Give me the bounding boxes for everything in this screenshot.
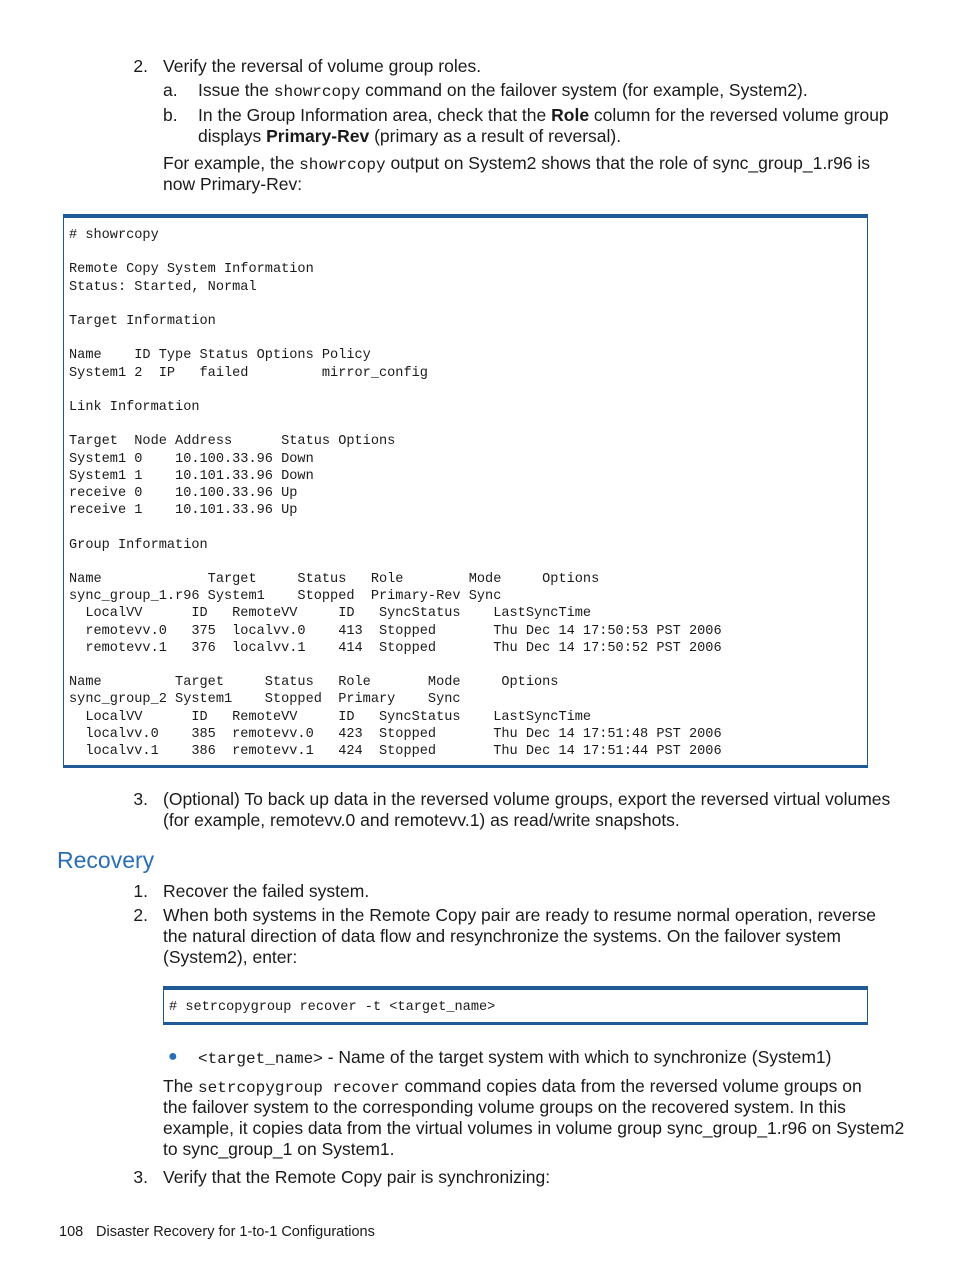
code-content: # setrcopygroup recover -t <target_name> [169, 1000, 496, 1015]
step-number: 2. [133, 56, 148, 76]
text: - Name of the target system with which to synchronize (System1) [322, 1047, 832, 1067]
bullet-icon: ● [168, 1048, 178, 1065]
text: For example, the [163, 153, 300, 173]
code-content: # showrcopy Remote Copy System Information Status: Started, Normal Target Information Name ID Type Status Options Policy System1 2 IP failed mirror_config Link Information Target Node Address Status Options System1 0 10.100.33.96 Down System1 1 10.101.33.96 Down receive 0 10.100.33.96 Up receive 1 10.101.33.96 Up Group Information Name Target Status Role Mode Options sync_group_1.r96 System1 Stopped Primary-Rev Sync LocalVV ID RemoteVV ID SyncStatus LastSyncTime remotevv.0 375 localvv.0 413 Stopped Thu Dec 14 17:50:53 PST 2006 remotevv.1 376 localvv.1 414 Stopped Thu Dec 14 17:50:52 PST 2006 Name Target Status Role Mode Options sync_group_2 System1 Stopped Primary Sync LocalVV ID RemoteVV ID SyncStatus LastSyncTime localvv.0 385 remotevv.0 423 Stopped Thu Dec 14 17:51:48 PST 2006 localvv.1 386 remotevv.1 424 Stopped Thu Dec 14 17:51:44 PST 2006 [69, 228, 722, 760]
parameter: <target_name> [198, 1050, 323, 1068]
text: command on the failover system (for example, System2). [360, 80, 808, 100]
step-number: 3. [133, 789, 148, 809]
text: column for the reversed volume group [589, 105, 889, 125]
step-text: (Optional) To back up data in the reversed volume groups, export the reversed virtual volumes [163, 789, 891, 809]
text: output on System2 shows that the role of sync_group_1.r96 is [385, 153, 871, 173]
step-text: the natural direction of data flow and resynchronize the systems. On the failover system [163, 926, 841, 946]
substep-b-line2 [198, 126, 621, 147]
text: In the Group Information area, check that the [198, 105, 552, 125]
step-text: Verify that the Remote Copy pair is synchronizing: [163, 1167, 551, 1187]
substep-label: a. [163, 80, 178, 100]
text: (primary as a result of reversal). [369, 126, 622, 146]
code-block-showrcopy [63, 214, 868, 768]
text: command copies data from the reversed volume groups on [399, 1076, 862, 1096]
step-text: (for example, remotevv.0 and remotevv.1) as read/write snapshots. [163, 810, 680, 830]
bold-term: Role [551, 105, 590, 125]
bullet-item [198, 1047, 831, 1070]
text: The [163, 1076, 199, 1096]
substep-b-line1 [198, 105, 889, 126]
bold-term: Primary-Rev [266, 126, 370, 146]
para-line1 [163, 1076, 862, 1099]
code-block-setrcopygroup [163, 986, 868, 1025]
example-line2: now Primary-Rev: [163, 174, 303, 194]
para-line: to sync_group_1 on System1. [163, 1139, 395, 1159]
substep-a [198, 80, 808, 103]
para-line: example, it copies data from the virtual volumes in volume group sync_group_1.r96 on System2 [163, 1118, 905, 1138]
example-line1 [163, 153, 870, 176]
step-number: 2. [133, 905, 148, 925]
step-number: 1. [133, 881, 148, 901]
step-text: (System2), enter: [163, 947, 298, 967]
para-line: the failover system to the corresponding volume groups on the recovered system. In this [163, 1097, 846, 1117]
text: displays [198, 126, 267, 146]
text: Issue the [198, 80, 274, 100]
page-number: 108 [59, 1224, 84, 1240]
command: showrcopy [299, 156, 386, 174]
step-number: 3. [133, 1167, 148, 1187]
step-text: Verify the reversal of volume group roles. [163, 56, 482, 76]
substep-label: b. [163, 105, 178, 125]
section-heading-recovery: Recovery [57, 847, 155, 873]
step-text: When both systems in the Remote Copy pair are ready to resume normal operation, reverse [163, 905, 876, 925]
footer-title: Disaster Recovery for 1-to-1 Configurations [96, 1224, 375, 1240]
command: showrcopy [273, 83, 361, 101]
command: setrcopygroup recover [198, 1079, 400, 1097]
step-text: Recover the failed system. [163, 881, 370, 901]
